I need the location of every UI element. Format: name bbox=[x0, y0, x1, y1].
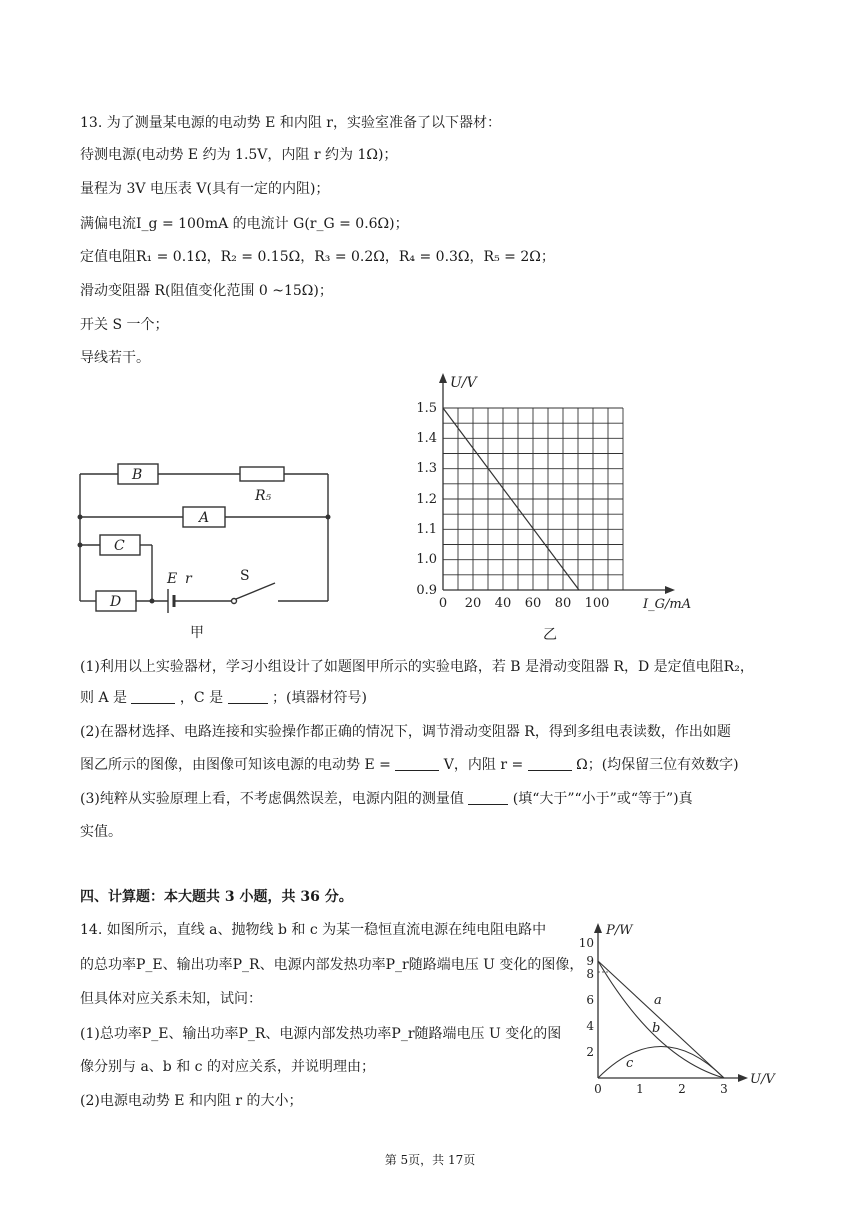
q13-sub2-b1: 图乙所示的图像，由图像可知该电源的电动势 E = bbox=[80, 757, 391, 773]
p-ytick-9: 9 bbox=[586, 954, 594, 968]
answer-blank-r[interactable] bbox=[528, 756, 572, 771]
label-r: r bbox=[185, 571, 192, 587]
circuit-caption: 甲 bbox=[190, 625, 204, 641]
xtick-60: 60 bbox=[524, 596, 542, 611]
label-d: D bbox=[110, 594, 122, 610]
q14-line-6: (2)电源电动势 E 和内阻 r 的大小； bbox=[80, 1093, 303, 1109]
power-ylabel: P/W bbox=[606, 923, 633, 938]
q13-item-7: 导线若干。 bbox=[80, 350, 150, 366]
p-ytick-2: 2 bbox=[586, 1045, 594, 1059]
graph-caption: 乙 bbox=[543, 627, 557, 643]
xtick-0: 0 bbox=[438, 596, 448, 611]
q13-item-3: 满偏电流I_g = 100mA 的电流计 G(r_G = 0.6Ω)； bbox=[80, 216, 409, 232]
ytick-1-2: 1.2 bbox=[416, 492, 437, 507]
page-footer: 第 5页，共 17页 bbox=[384, 1153, 476, 1167]
q13-sub2-a: (2)在器材选择、电路连接和实验操作都正确的情况下，调节滑动变阻器 R，得到多组电表读数，作出如题 bbox=[80, 724, 731, 740]
p-xtick-2: 2 bbox=[678, 1082, 686, 1096]
q13-sub2-b bbox=[80, 755, 739, 775]
q14-line-4: (1)总功率P_E、输出功率P_R、电源内部发热功率P_r随路端电压 U 变化的图 bbox=[80, 1026, 562, 1042]
q13-sub3-a2: (填“大于”“小于”或“等于”)真 bbox=[512, 791, 693, 807]
q14-line-2: 的总功率P_E、输出功率P_R、电源内部发热功率P_r随路端电压 U 变化的图像， bbox=[80, 957, 584, 973]
ui-graph bbox=[405, 370, 705, 615]
label-e: E bbox=[167, 571, 178, 587]
p-ytick-10: 10 bbox=[578, 936, 594, 950]
q13-sub1-a: (1)利用以上实验器材，学习小组设计了如题图甲所示的实验电路，若 B 是滑动变阻器 R，D 是定值电阻R₂， bbox=[80, 659, 754, 675]
p-xtick-3: 3 bbox=[720, 1082, 728, 1096]
xtick-100: 100 bbox=[584, 596, 610, 611]
curve-c bbox=[598, 1047, 724, 1079]
circuit-diagram bbox=[70, 455, 340, 615]
answer-blank-emf[interactable] bbox=[395, 756, 439, 771]
q13-sub2-b3: Ω；(均保留三位有效数字) bbox=[576, 757, 739, 773]
xtick-80: 80 bbox=[554, 596, 572, 611]
ytick-1-3: 1.3 bbox=[416, 461, 437, 476]
answer-blank-c[interactable] bbox=[228, 689, 268, 704]
q13-sub3-a1: (3)纯粹从实验原理上看，不考虑偶然误差，电源内阻的测量值 bbox=[80, 791, 464, 807]
q13-item-5: 滑动变阻器 R(阻值变化范围 0 ~15Ω)； bbox=[80, 283, 333, 299]
p-xtick-0: 0 bbox=[594, 1082, 602, 1096]
curve-label-b: b bbox=[652, 1021, 661, 1036]
q13-sub1-b2: ，C 是 bbox=[179, 690, 224, 706]
label-s: S bbox=[240, 568, 250, 584]
label-a: A bbox=[199, 510, 210, 526]
label-b: B bbox=[132, 467, 143, 483]
q13-sub3-b: 实值。 bbox=[80, 824, 122, 840]
answer-blank-a[interactable] bbox=[131, 689, 175, 704]
q13-item-1: 待测电源(电动势 E 约为 1.5V，内阻 r 约为 1Ω)； bbox=[80, 147, 398, 163]
q13-item-4: 定值电阻R₁ = 0.1Ω，R₂ = 0.15Ω，R₃ = 0.2Ω，R₄ = 0.3Ω，R₅ = 2Ω； bbox=[80, 249, 555, 265]
section4-heading: 四、计算题：本大题共 3 小题，共 36 分。 bbox=[80, 889, 353, 905]
ytick-1-0: 1.0 bbox=[416, 552, 437, 567]
q13-item-6: 开关 S 一个； bbox=[80, 317, 169, 333]
label-c: C bbox=[114, 538, 125, 554]
q14-line-5: 像分别与 a、b 和 c 的对应关系，并说明理由； bbox=[80, 1059, 375, 1075]
q14-line-1: 14. 如图所示，直线 a、抛物线 b 和 c 为某一稳恒直流电源在纯电阻电路中 bbox=[80, 922, 547, 938]
q13-sub2-b2: V，内阻 r = bbox=[443, 757, 524, 773]
p-ytick-4: 4 bbox=[586, 1019, 594, 1033]
ytick-1-5: 1.5 bbox=[416, 401, 437, 416]
q13-sub1-b1: 则 A 是 bbox=[80, 690, 128, 706]
ytick-1-4: 1.4 bbox=[416, 431, 437, 446]
label-r5: R₅ bbox=[255, 488, 272, 504]
answer-blank-compare[interactable] bbox=[468, 790, 508, 805]
p-xtick-1: 1 bbox=[636, 1082, 644, 1096]
graph-ylabel: U/V bbox=[450, 375, 477, 391]
power-xlabel: U/V bbox=[750, 1072, 775, 1087]
ytick-0-9: 0.9 bbox=[416, 583, 437, 598]
q13-intro: 13. 为了测量某电源的电动势 E 和内阻 r，实验室准备了以下器材： bbox=[80, 115, 501, 131]
q14-line-3: 但具体对应关系未知，试问： bbox=[80, 991, 262, 1007]
power-graph bbox=[570, 918, 785, 1098]
p-ytick-8: 8 bbox=[586, 967, 594, 981]
q13-sub3-a bbox=[80, 789, 693, 809]
p-ytick-6: 6 bbox=[586, 993, 594, 1007]
curve-label-c: c bbox=[626, 1056, 634, 1071]
curve-a bbox=[598, 961, 724, 1078]
graph-xlabel: I_G/mA bbox=[643, 597, 692, 612]
xtick-20: 20 bbox=[464, 596, 482, 611]
q13-item-2: 量程为 3V 电压表 V(具有一定的内阻)； bbox=[80, 181, 330, 197]
xtick-40: 40 bbox=[494, 596, 512, 611]
ytick-1-1: 1.1 bbox=[416, 522, 437, 537]
curve-label-a: a bbox=[654, 993, 662, 1008]
q13-sub1-b bbox=[80, 688, 367, 708]
q13-sub1-b3: ；(填器材符号) bbox=[272, 690, 367, 706]
